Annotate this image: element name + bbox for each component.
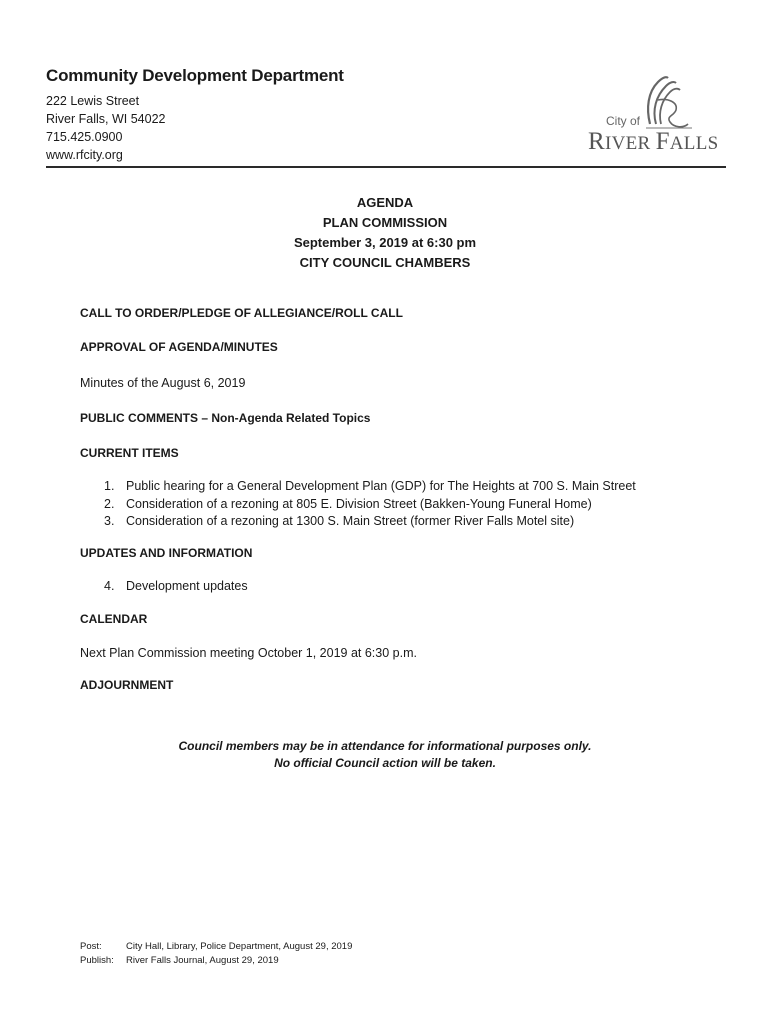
item-text: Consideration of a rezoning at 1300 S. Main Street (former River Falls Motel site) xyxy=(126,514,575,528)
post-value: City Hall, Library, Police Department, August 29, 2019 xyxy=(126,941,353,952)
publish-value: River Falls Journal, August 29, 2019 xyxy=(126,955,279,966)
agenda-body: PLAN COMMISSION xyxy=(322,215,448,230)
current-items-list xyxy=(104,478,636,531)
agenda-title-block xyxy=(0,193,770,273)
post-line xyxy=(80,940,352,954)
logo-letter-r: R xyxy=(588,128,605,155)
call-to-order-heading: CALL TO ORDER/PLEDGE OF ALLEGIANCE/ROLL CALL xyxy=(80,306,403,320)
updates-heading: UPDATES AND INFORMATION xyxy=(80,546,253,560)
item-text: Consideration of a rezoning at 805 E. Division Street (Bakken-Young Funeral Home) xyxy=(126,496,592,511)
list-item xyxy=(104,496,636,514)
item-text: Public hearing for a General Development Plan (GDP) for The Heights at 700 S. Main Street xyxy=(126,479,636,493)
city-state-zip: River Falls, WI 54022 xyxy=(46,112,166,126)
adjournment-heading: ADJOURNMENT xyxy=(80,678,174,692)
next-meeting-text: Next Plan Commission meeting October 1, 2019 at 6:30 p.m. xyxy=(80,646,417,660)
logo-letter-f: F xyxy=(655,128,670,155)
city-logo xyxy=(588,72,728,156)
website: www.rfcity.org xyxy=(46,148,123,162)
logo-letters-iver: IVER xyxy=(604,133,656,154)
minutes-text: Minutes of the August 6, 2019 xyxy=(80,376,246,390)
agenda-title: AGENDA xyxy=(356,195,414,210)
current-items-heading: CURRENT ITEMS xyxy=(80,446,179,460)
phone-number: 715.425.0900 xyxy=(46,130,123,144)
item-number: 4. xyxy=(104,579,115,593)
publish-label: Publish: xyxy=(80,955,114,966)
posting-footer xyxy=(80,940,352,968)
logo-river-falls xyxy=(588,128,718,156)
publish-line xyxy=(80,954,352,968)
header-divider xyxy=(46,166,726,168)
list-item xyxy=(104,513,636,531)
notice-line-2: No official Council action will be taken. xyxy=(274,756,496,770)
list-item xyxy=(104,478,636,496)
post-label: Post: xyxy=(80,941,102,952)
item-number: 2. xyxy=(104,496,115,511)
council-notice xyxy=(0,738,770,772)
approval-heading: APPROVAL OF AGENDA/MINUTES xyxy=(80,340,278,354)
meeting-date: September 3, 2019 at 6:30 pm xyxy=(293,235,477,250)
notice-line-1: Council members may be in attendance for informational purposes only. xyxy=(178,739,592,753)
public-comments-heading: PUBLIC COMMENTS – Non-Agenda Related Topics xyxy=(80,411,371,425)
item-number: 1. xyxy=(104,479,115,493)
letterhead xyxy=(46,66,344,164)
calendar-heading: CALENDAR xyxy=(80,612,148,626)
item-number: 3. xyxy=(104,514,115,528)
logo-letters-alls: ALLS xyxy=(669,133,719,154)
item-text: Development updates xyxy=(126,579,248,593)
list-item xyxy=(104,578,248,596)
department-name: Community Development Department xyxy=(46,66,344,85)
street-address: 222 Lewis Street xyxy=(46,94,140,108)
logo-city-of: City of xyxy=(606,114,641,128)
update-items-list xyxy=(104,578,248,596)
meeting-location: CITY COUNCIL CHAMBERS xyxy=(299,255,471,270)
